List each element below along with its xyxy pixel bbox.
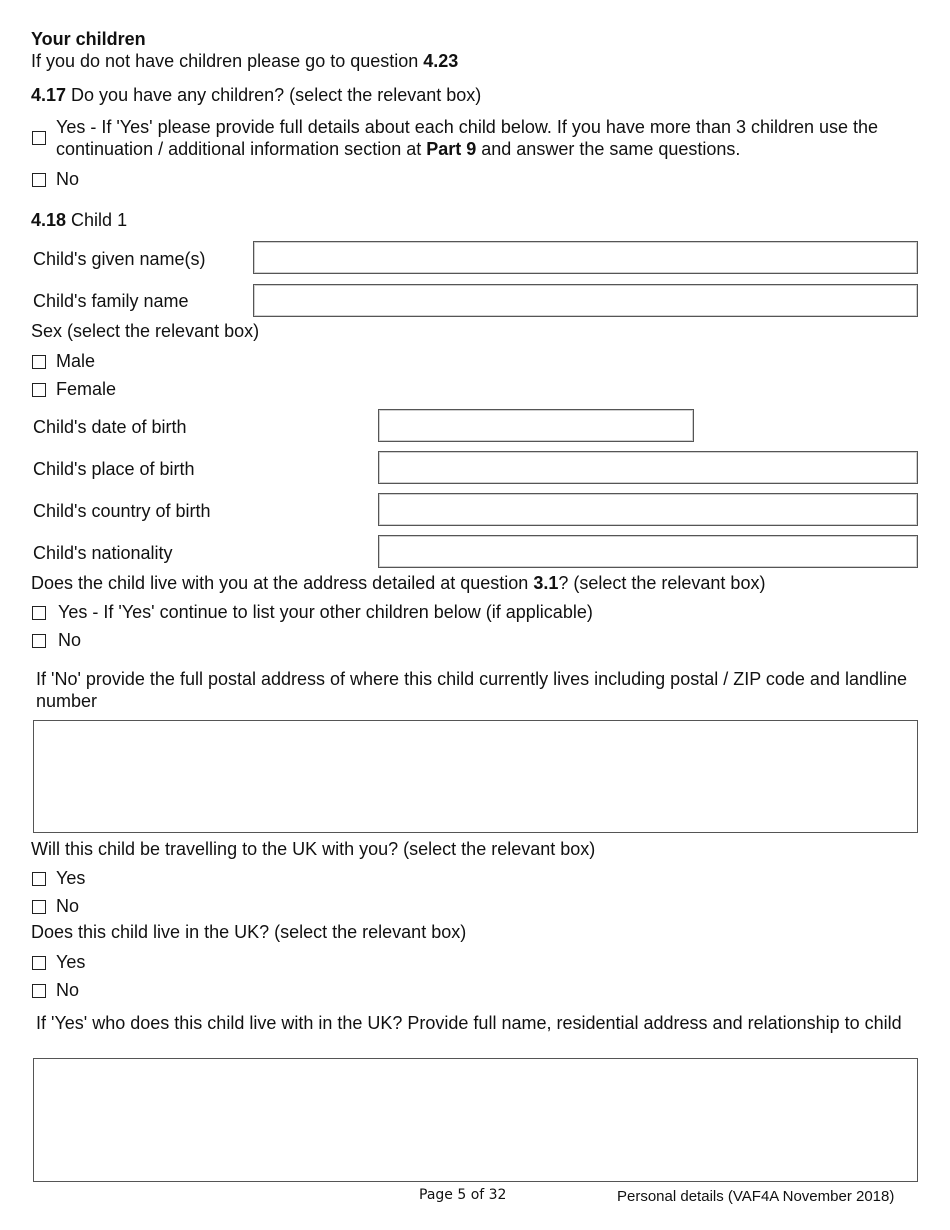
lives-with-question: Does the child live with you at the address detailed at question 3.1? (select the relevant box) (31, 573, 766, 593)
family-name-field[interactable] (253, 284, 918, 317)
travelling-no-checkbox[interactable] (32, 900, 46, 914)
children-yes-label: Yes - If 'Yes' please provide full details about each child below. If you have more than 3 children use the continuation / additional information section at Part 9 and answer the same questions. (56, 117, 879, 159)
nationality-field[interactable] (378, 535, 918, 568)
section-intro: If you do not have children please go to question 4.23 (31, 51, 459, 71)
address-label: If 'No' provide the full postal address of where this child currently lives including postal / ZIP code and landline number (36, 669, 908, 711)
pob-field[interactable] (378, 451, 918, 484)
sex-male-label: Male (56, 351, 96, 371)
lives-with-no-label: No (58, 630, 82, 650)
uk-details-label: If 'Yes' who does this child live with in the UK? Provide full name, residential address and relationship to child (36, 1013, 902, 1033)
given-name-label: Child's given name(s) (33, 249, 206, 269)
pob-label: Child's place of birth (33, 459, 195, 479)
lives-with-no-checkbox[interactable] (32, 634, 46, 648)
cob-label: Child's country of birth (33, 501, 211, 521)
lives-uk-yes-label: Yes (56, 952, 86, 972)
given-name-field[interactable] (253, 241, 918, 274)
lives-with-yes-checkbox[interactable] (32, 606, 46, 620)
document-reference: Personal details (VAF4A November 2018) (617, 1188, 895, 1205)
children-no-checkbox[interactable] (32, 173, 46, 187)
lives-with-yes-label: Yes - If 'Yes' continue to list your other children below (if applicable) (58, 602, 593, 622)
nationality-label: Child's nationality (33, 543, 173, 563)
children-yes-checkbox[interactable] (32, 131, 46, 145)
children-no-label: No (56, 169, 80, 189)
travelling-yes-label: Yes (56, 868, 86, 888)
family-name-label: Child's family name (33, 291, 189, 311)
travelling-yes-checkbox[interactable] (32, 872, 46, 886)
sex-female-checkbox[interactable] (32, 383, 46, 397)
dob-label: Child's date of birth (33, 417, 187, 437)
question-4-17: 4.17 Do you have any children? (select the relevant box) (31, 85, 482, 105)
lives-uk-question: Does this child live in the UK? (select the relevant box) (31, 922, 467, 942)
dob-field[interactable] (378, 409, 694, 442)
address-textarea[interactable] (33, 720, 918, 833)
sex-question: Sex (select the relevant box) (31, 321, 260, 341)
page-number: Page 5 of 32 (419, 1187, 507, 1203)
sex-female-label: Female (56, 379, 117, 399)
travelling-question: Will this child be travelling to the UK with you? (select the relevant box) (31, 839, 596, 859)
uk-details-textarea[interactable] (33, 1058, 918, 1182)
sex-male-checkbox[interactable] (32, 355, 46, 369)
lives-uk-no-checkbox[interactable] (32, 984, 46, 998)
question-4-18: 4.18 Child 1 (31, 210, 128, 230)
travelling-no-label: No (56, 896, 80, 916)
lives-uk-no-label: No (56, 980, 80, 1000)
lives-uk-yes-checkbox[interactable] (32, 956, 46, 970)
cob-field[interactable] (378, 493, 918, 526)
section-title: Your children (31, 29, 146, 49)
